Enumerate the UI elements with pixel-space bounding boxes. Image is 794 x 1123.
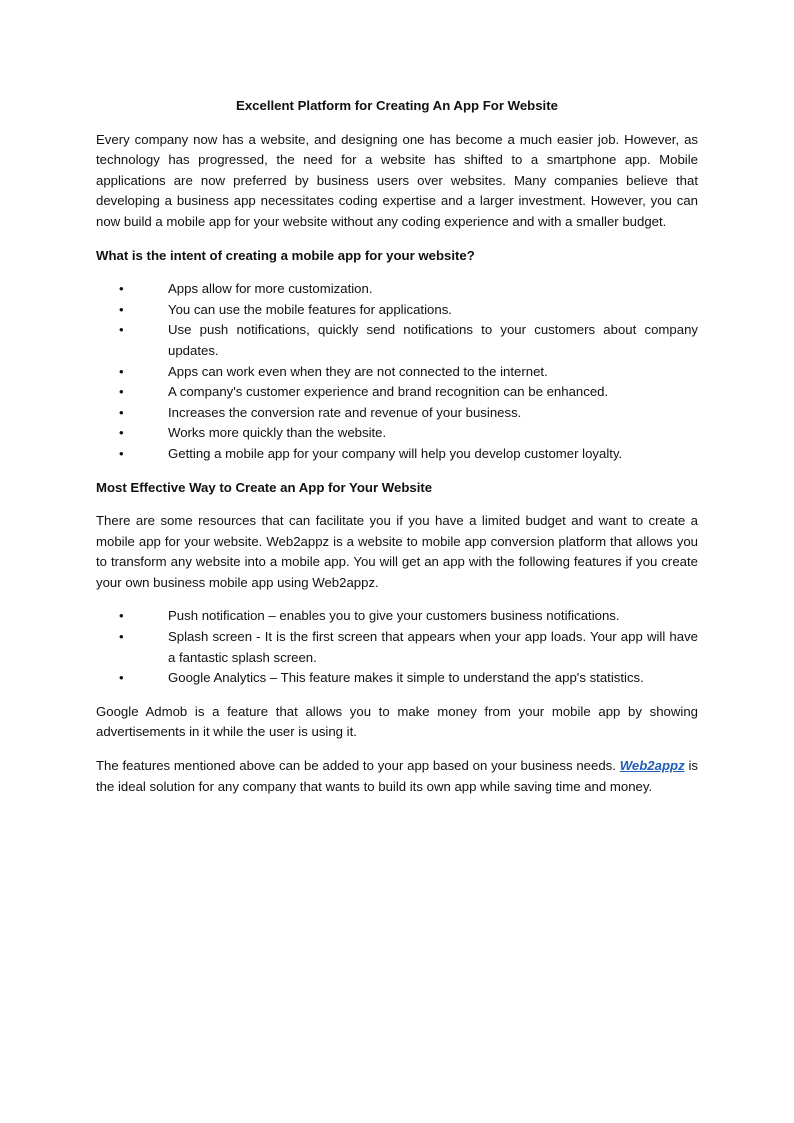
list-item [96, 403, 698, 424]
closing-paragraph [96, 756, 698, 797]
document-title: Excellent Platform for Creating An App For Website [236, 98, 558, 113]
list-item [96, 382, 698, 403]
closing-text-after: is the ideal solution for any company that wants to build its own app while saving time and money. [96, 758, 698, 794]
list-item-text: Increases the conversion rate and revenue of your business. [168, 404, 522, 420]
list-item-text: Splash screen - It is the first screen that appears when your app loads. Your app will have a fantastic splash screen. [168, 629, 698, 665]
section1-bullet-list [96, 279, 698, 464]
list-item-text: Push notification – enables you to give your customers business notifications. [168, 608, 620, 624]
bullet-icon: • [119, 384, 124, 400]
bullet-icon: • [119, 629, 124, 645]
bullet-icon: • [119, 322, 124, 338]
list-item-text: Works more quickly than the website. [168, 425, 387, 441]
list-item [96, 362, 698, 383]
intro-paragraph: Every company now has a website, and designing one has become a much easier job. However, as technology has progressed, the need for a website has shifted to a smartphone app. Mobile applications are now preferred by business users over websites. Many companies believe that developing a business app necessitates coding expertise and a larger investment. However, you can now build a mobile app for your website without any coding experience and with a smaller budget. [96, 131, 698, 229]
list-item [96, 444, 698, 465]
section2-heading: Most Effective Way to Create an App for Your Website [96, 479, 433, 495]
bullet-icon: • [119, 425, 124, 441]
web2appz-link[interactable]: Web2appz [619, 758, 685, 774]
bullet-icon: • [119, 445, 124, 461]
list-item-text: Apps can work even when they are not connected to the internet. [168, 363, 548, 379]
bullet-icon: • [119, 608, 124, 624]
list-item-text: Google Analytics – This feature makes it simple to understand the app's statistics. [168, 670, 644, 686]
list-item [96, 300, 698, 321]
list-item-text: A company's customer experience and brand recognition can be enhanced. [168, 384, 609, 400]
bullet-icon: • [119, 301, 124, 317]
document-page [96, 96, 698, 810]
list-item [96, 606, 698, 627]
bullet-icon: • [119, 670, 124, 686]
list-item-text: Use push notifications, quickly send notifications to your customers about company updates. [168, 322, 698, 358]
list-item-text: You can use the mobile features for applications. [168, 301, 452, 317]
bullet-icon: • [119, 281, 124, 297]
list-item [96, 320, 698, 361]
list-item [96, 279, 698, 300]
list-item [96, 423, 698, 444]
list-item-text: Getting a mobile app for your company will help you develop customer loyalty. [168, 445, 623, 461]
list-item-text: Apps allow for more customization. [168, 281, 373, 297]
section2-bullet-list [96, 606, 698, 688]
bullet-icon: • [119, 404, 124, 420]
admob-paragraph: Google Admob is a feature that allows you to make money from your mobile app by showing advertisements in it while the user is using it. [96, 703, 698, 740]
section2-paragraph: There are some resources that can facilitate you if you have a limited budget and want to create a mobile app for your website. Web2appz is a website to mobile app conversion platform that allows you to transform any website into a mobile app. You will get an app with the following features if you create your own business mobile app using Web2appz. [96, 513, 698, 590]
closing-text-before: The features mentioned above can be added to your app based on your business needs. [96, 758, 620, 774]
list-item [96, 668, 698, 689]
list-item [96, 627, 698, 668]
section1-heading: What is the intent of creating a mobile app for your website? [96, 247, 475, 263]
bullet-icon: • [119, 363, 124, 379]
